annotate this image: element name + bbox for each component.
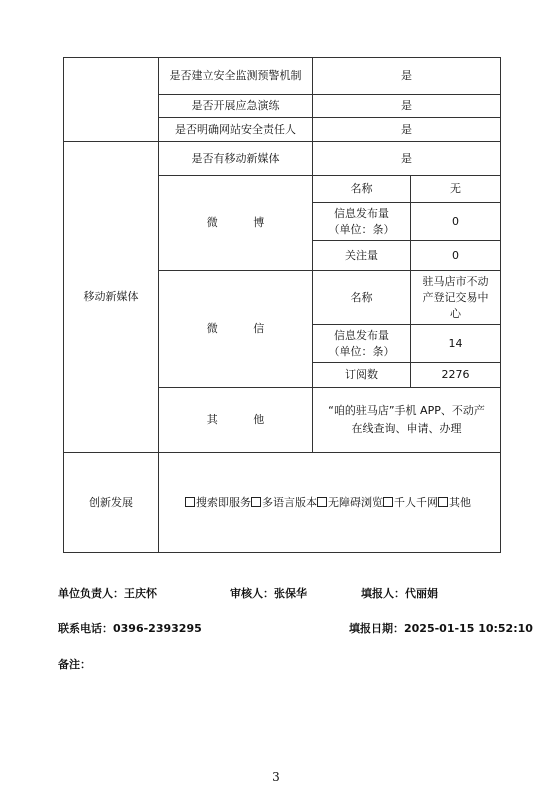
weixin-label: 微 信	[158, 270, 312, 387]
report-date: 填报日期：2025-01-15 10:52:10	[349, 622, 533, 635]
innovation-option-multilang[interactable]: 多语言版本	[251, 495, 317, 511]
blank-cell	[63, 57, 158, 141]
other-label: 其 他	[158, 387, 312, 452]
innovation-label: 创新发展	[63, 452, 158, 553]
innovation-option-other[interactable]: 其他	[438, 495, 471, 511]
has-mobile-label: 是否有移动新媒体	[158, 141, 312, 175]
weixin-name-value: 驻马店市不动产登记交易中心	[410, 270, 501, 324]
has-mobile-value: 是	[312, 141, 501, 175]
row-value-security-owner: 是	[312, 117, 501, 141]
checkbox-icon[interactable]	[251, 497, 261, 507]
weixin-subs-value: 2276	[410, 362, 501, 387]
reviewer: 审核人：张保华	[230, 587, 307, 600]
innovation-option-personalized[interactable]: 千人千网	[383, 495, 438, 511]
weibo-name-label: 名称	[312, 175, 410, 202]
unit-head: 单位负责人：王庆怀	[58, 587, 157, 600]
innovation-option-accessible[interactable]: 无障碍浏览	[317, 495, 383, 511]
checkbox-icon[interactable]	[185, 497, 195, 507]
page-number: 3	[272, 770, 280, 784]
row-value-drill: 是	[312, 94, 501, 117]
weibo-follow-value: 0	[410, 240, 501, 270]
weixin-subs-label: 订阅数	[312, 362, 410, 387]
weibo-posts-label: 信息发布量（单位：条）	[312, 202, 410, 240]
checkbox-icon[interactable]	[383, 497, 393, 507]
remark: 备注：	[58, 658, 91, 671]
filler: 填报人：代丽娟	[361, 587, 438, 600]
weibo-name-value: 无	[410, 175, 501, 202]
weibo-posts-value: 0	[410, 202, 501, 240]
row-label-security-owner: 是否明确网站安全责任人	[158, 117, 312, 141]
weixin-posts-value: 14	[410, 324, 501, 362]
row-label-monitoring: 是否建立安全监测预警机制	[158, 57, 312, 94]
other-value: “咱的驻马店”手机 APP、不动产 在线查询、申请、办理	[312, 387, 501, 452]
weixin-posts-label: 信息发布量（单位：条）	[312, 324, 410, 362]
row-label-drill: 是否开展应急演练	[158, 94, 312, 117]
weixin-name-label: 名称	[312, 270, 410, 324]
weibo-follow-label: 关注量	[312, 240, 410, 270]
checkbox-icon[interactable]	[317, 497, 327, 507]
contact-phone: 联系电话：0396-2393295	[58, 622, 202, 635]
row-value-monitoring: 是	[312, 57, 501, 94]
weibo-label: 微 博	[158, 175, 312, 270]
innovation-options	[158, 452, 501, 553]
innovation-option-search[interactable]: 搜索即服务	[185, 495, 251, 511]
checkbox-icon[interactable]	[438, 497, 448, 507]
mobile-media-category: 移动新媒体	[63, 141, 158, 452]
